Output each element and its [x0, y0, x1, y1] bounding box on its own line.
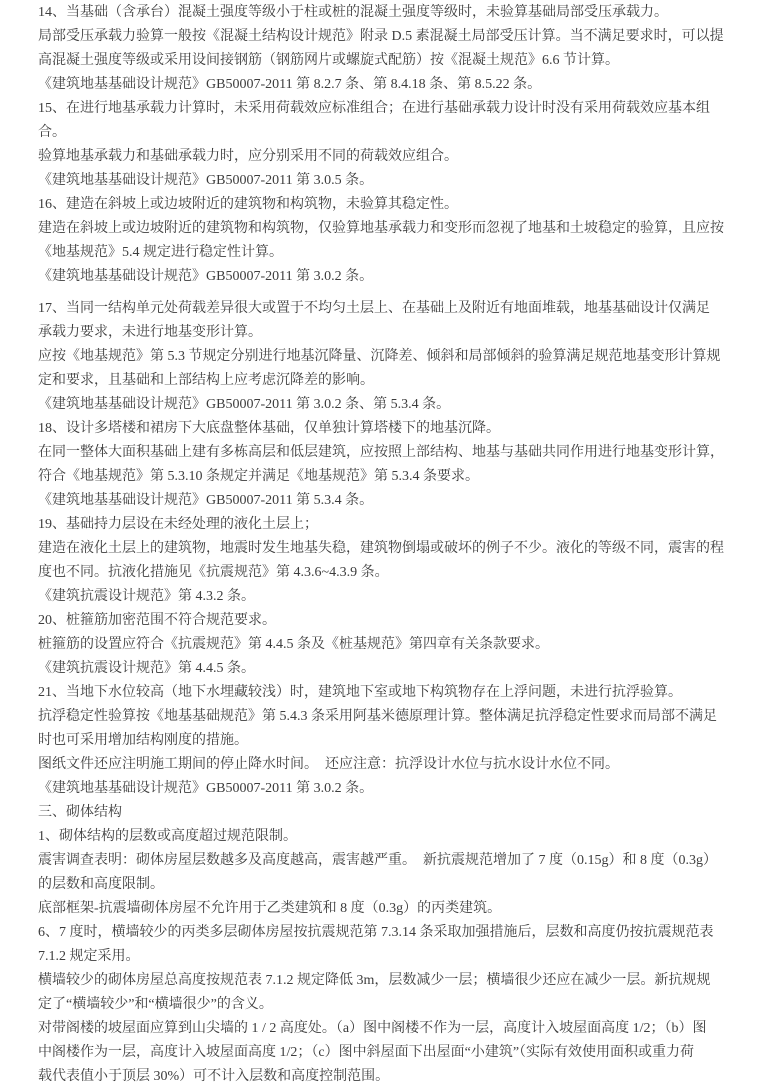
body-line: 《地基规范》5.4 规定进行稳定性计算。: [38, 245, 283, 260]
item-heading-line: 21、当地下水位较高（地下水埋藏较浅）时，建筑地下室或地下构筑物存在上浮问题，未进行抗浮验算。: [38, 685, 682, 700]
body-line: 7.1.2 规定采用。: [38, 949, 140, 964]
item-heading-line: 14、当基础（含承台）混凝土强度等级小于柱或桩的混凝土强度等级时，未验算基础局部受压承载力。: [38, 5, 668, 20]
code-reference-line: 《建筑地基基础设计规范》GB50007-2011 第 3.0.2 条。: [38, 781, 374, 796]
body-line: 度也不同。抗液化措施见《抗震规范》第 4.3.6~4.3.9 条。: [38, 565, 389, 580]
item-heading-line: 16、建造在斜坡上或边坡附近的建筑物和构筑物，未验算其稳定性。: [38, 197, 458, 212]
body-line: 应按《地基规范》第 5.3 节规定分别进行地基沉降量、沉降差、倾斜和局部倾斜的验算满足规范地基变形计算规: [38, 349, 721, 364]
code-reference-line: 《建筑地基基础设计规范》GB50007-2011 第 3.0.2 条、第 5.3.4 条。: [38, 397, 451, 412]
body-line: 载代表值小于顶层 30%）可不计入层数和高度控制范围。: [38, 1069, 390, 1084]
code-reference-line: 《建筑地基基础设计规范》GB50007-2011 第 3.0.2 条。: [38, 269, 374, 284]
code-reference-line: 《建筑抗震设计规范》第 4.4.5 条。: [38, 661, 255, 676]
body-line: 局部受压承载力验算一般按《混凝土结构设计规范》附录 D.5 素混凝土局部受压计算。当不满足要求时，可以提: [38, 29, 724, 44]
body-line: 在同一整体大面积基础上建有多栋高层和低层建筑，应按照上部结构、地基与基础共同作用进行地基变形计算，: [38, 445, 724, 460]
code-reference-line: 《建筑地基基础设计规范》GB50007-2011 第 8.2.7 条、第 8.4.18 条、第 8.5.22 条。: [38, 77, 542, 92]
body-line: 定和要求，且基础和上部结构上应考虑沉降差的影响。: [38, 373, 374, 388]
code-reference-line: 《建筑抗震设计规范》第 4.3.2 条。: [38, 589, 255, 604]
body-line: 桩箍筋的设置应符合《抗震规范》第 4.4.5 条及《桩基规范》第四章有关条款要求。: [38, 637, 549, 652]
body-line: 中阁楼作为一层，高度计入坡屋面高度 1/2；（c）图中斜屋面下出屋面“小建筑”（实际有效使用面积或重力荷: [38, 1045, 695, 1060]
body-line: 抗浮稳定性验算按《地基基础规范》第 5.4.3 条采用阿基米德原理计算。整体满足抗浮稳定性要求而局部不满足: [38, 709, 717, 724]
body-line: 定了“横墙较少”和“横墙很少”的含义。: [38, 997, 273, 1012]
body-line: 对带阁楼的坡屋面应算到山尖墙的 1 / 2 高度处。（a）图中阁楼不作为一层，高度计入坡屋面高度 1/2；（b）图: [38, 1021, 707, 1036]
body-line: 底部框架-抗震墙砌体房屋不允许用于乙类建筑和 8 度（0.3g）的丙类建筑。: [38, 901, 502, 916]
body-line: 的层数和高度限制。: [38, 877, 164, 892]
item-heading-line: 20、桩箍筋加密范围不符合规范要求。: [38, 613, 276, 628]
body-line: 震害调查表明：砌体房屋层数越多及高度越高，震害越严重。 新抗震规范增加了 7 度（0.15g）和 8 度（0.3g）: [38, 853, 717, 868]
item-heading-line: 19、基础持力层设在未经处理的液化土层上；: [38, 517, 318, 532]
body-line: 建造在斜坡上或边坡附近的建筑物和构筑物，仅验算地基承载力和变形而忽视了地基和土坡稳定的验算，且应按: [38, 221, 724, 236]
code-reference-line: 《建筑地基基础设计规范》GB50007-2011 第 5.3.4 条。: [38, 493, 374, 508]
body-line: 高混凝土强度等级或采用设间接钢筋（钢筋网片或螺旋式配筋）按《混凝土规范》6.6 节计算。: [38, 53, 619, 68]
body-line: 横墙较少的砌体房屋总高度按规范表 7.1.2 规定降低 3m，层数减少一层；横墙很少还应在减少一层。新抗规规: [38, 973, 711, 988]
section-heading-line: 三、砌体结构: [38, 805, 122, 820]
item-heading-line: 18、设计多塔楼和裙房下大底盘整体基础，仅单独计算塔楼下的地基沉降。: [38, 421, 500, 436]
body-line: 验算地基承载力和基础承载力时，应分别采用不同的荷载效应组合。: [38, 149, 458, 164]
body-line: 时也可采用增加结构刚度的措施。: [38, 733, 248, 748]
body-line: 合。: [38, 125, 66, 140]
body-line: 图纸文件还应注明施工期间的停止降水时间。 还应注意：抗浮设计水位与抗水设计水位不同。: [38, 757, 619, 772]
body-line: 承载力要求，未进行地基变形计算。: [38, 325, 262, 340]
code-reference-line: 《建筑地基基础设计规范》GB50007-2011 第 3.0.5 条。: [38, 173, 374, 188]
body-line: 符合《地基规范》第 5.3.10 条规定并满足《地基规范》第 5.3.4 条要求。: [38, 469, 479, 484]
item-heading-line: 17、当同一结构单元处荷载差异很大或置于不均匀土层上、在基础上及附近有地面堆载，地基基础设计仅满足: [38, 301, 710, 316]
body-line: 建造在液化土层上的建筑物，地震时发生地基失稳，建筑物倒塌或破坏的例子不少。液化的等级不同，震害的程: [38, 541, 724, 556]
item-heading-line: 1、砌体结构的层数或高度超过规范限制。: [38, 829, 297, 844]
item-heading-line: 15、在进行地基承载力计算时，未采用荷载效应标准组合；在进行基础承载力设计时没有采用荷载效应基本组: [38, 101, 710, 116]
body-line: 6、7 度时，横墙较少的丙类多层砌体房屋按抗震规范第 7.3.14 条采取加强措施后，层数和高度仍按抗震规范表: [38, 925, 714, 940]
